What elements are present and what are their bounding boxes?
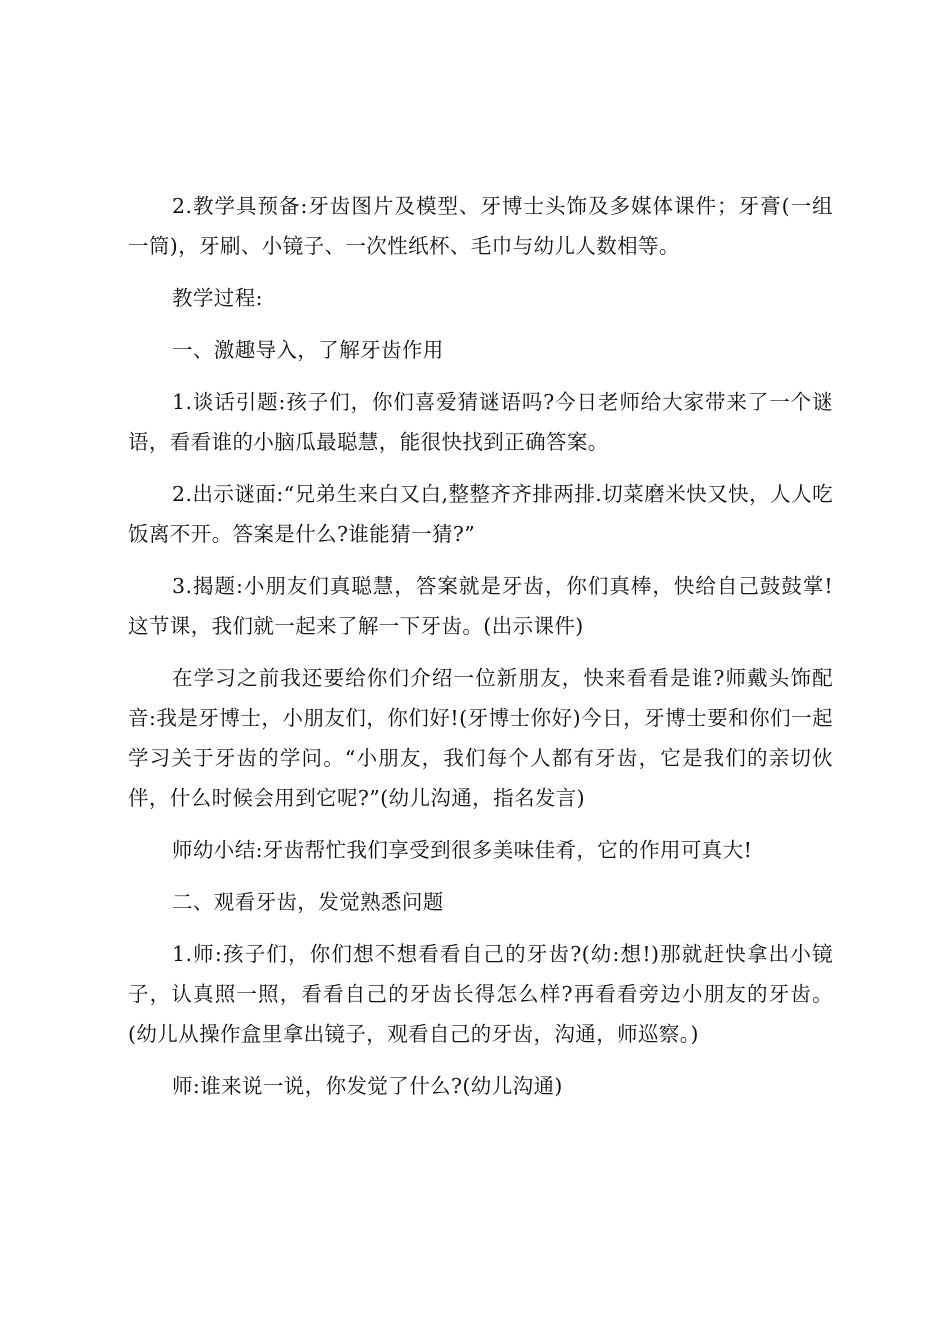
paragraph-process-heading: 教学过程: (172, 286, 263, 310)
paragraph-summary: 师幼小结:牙齿帮忙我们享受到很多美味佳肴，它的作用可真大! (172, 838, 753, 862)
paragraph-step-1: 1.谈话引题:孩子们，你们喜爱猜谜语吗?今日老师给大家带来了一个谜语，看看谁的小脑瓜最聪慧，能很快找到正确答案。 (128, 390, 833, 454)
paragraph-observe: 1.师:孩子们，你们想不想看看自己的牙齿?(幼:想!)那就赶快拿出小镜子，认真照一照，看看自己的牙齿长得怎么样?再看看旁边小朋友的牙齿。(幼儿从操作盒里拿出镜子，观看自己的牙齿，沟通，师巡察。) (128, 942, 833, 1046)
paragraph-materials: 2.教学具预备:牙齿图片及模型、牙博士头饰及多媒体课件；牙膏(一组一筒)，牙刷、小镜子、一次性纸杯、毛巾与幼儿人数相等。 (128, 194, 833, 258)
section-heading-2: 二、观看牙齿，发觉熟悉问题 (172, 890, 444, 914)
paragraph-step-3: 3.揭题:小朋友们真聪慧，答案就是牙齿，你们真棒，快给自己鼓鼓掌!这节课，我们就一起来了解一下牙齿。(出示课件) (128, 574, 833, 638)
paragraph-discuss: 师:谁来说一说，你发觉了什么?(幼儿沟通) (172, 1074, 563, 1098)
paragraph-step-2: 2.出示谜面:“兄弟生来白又白,整整齐齐排两排.切菜磨米快又快，人人吃饭离不开。答案是什么?谁能猜一猜?” (128, 482, 833, 546)
document-body (128, 186, 833, 1118)
section-heading-1: 一、激趣导入，了解牙齿作用 (172, 338, 444, 362)
paragraph-new-friend: 在学习之前我还要给你们介绍一位新朋友，快来看看是谁?师戴头饰配音:我是牙博士，小朋友们，你们好!(牙博士你好)今日，牙博士要和你们一起学习关于牙齿的学问。“小朋友，我们每个人都有牙齿，它是我们的亲切伙伴，什么时候会用到它呢?”(幼儿沟通，指名发言) (128, 666, 833, 810)
